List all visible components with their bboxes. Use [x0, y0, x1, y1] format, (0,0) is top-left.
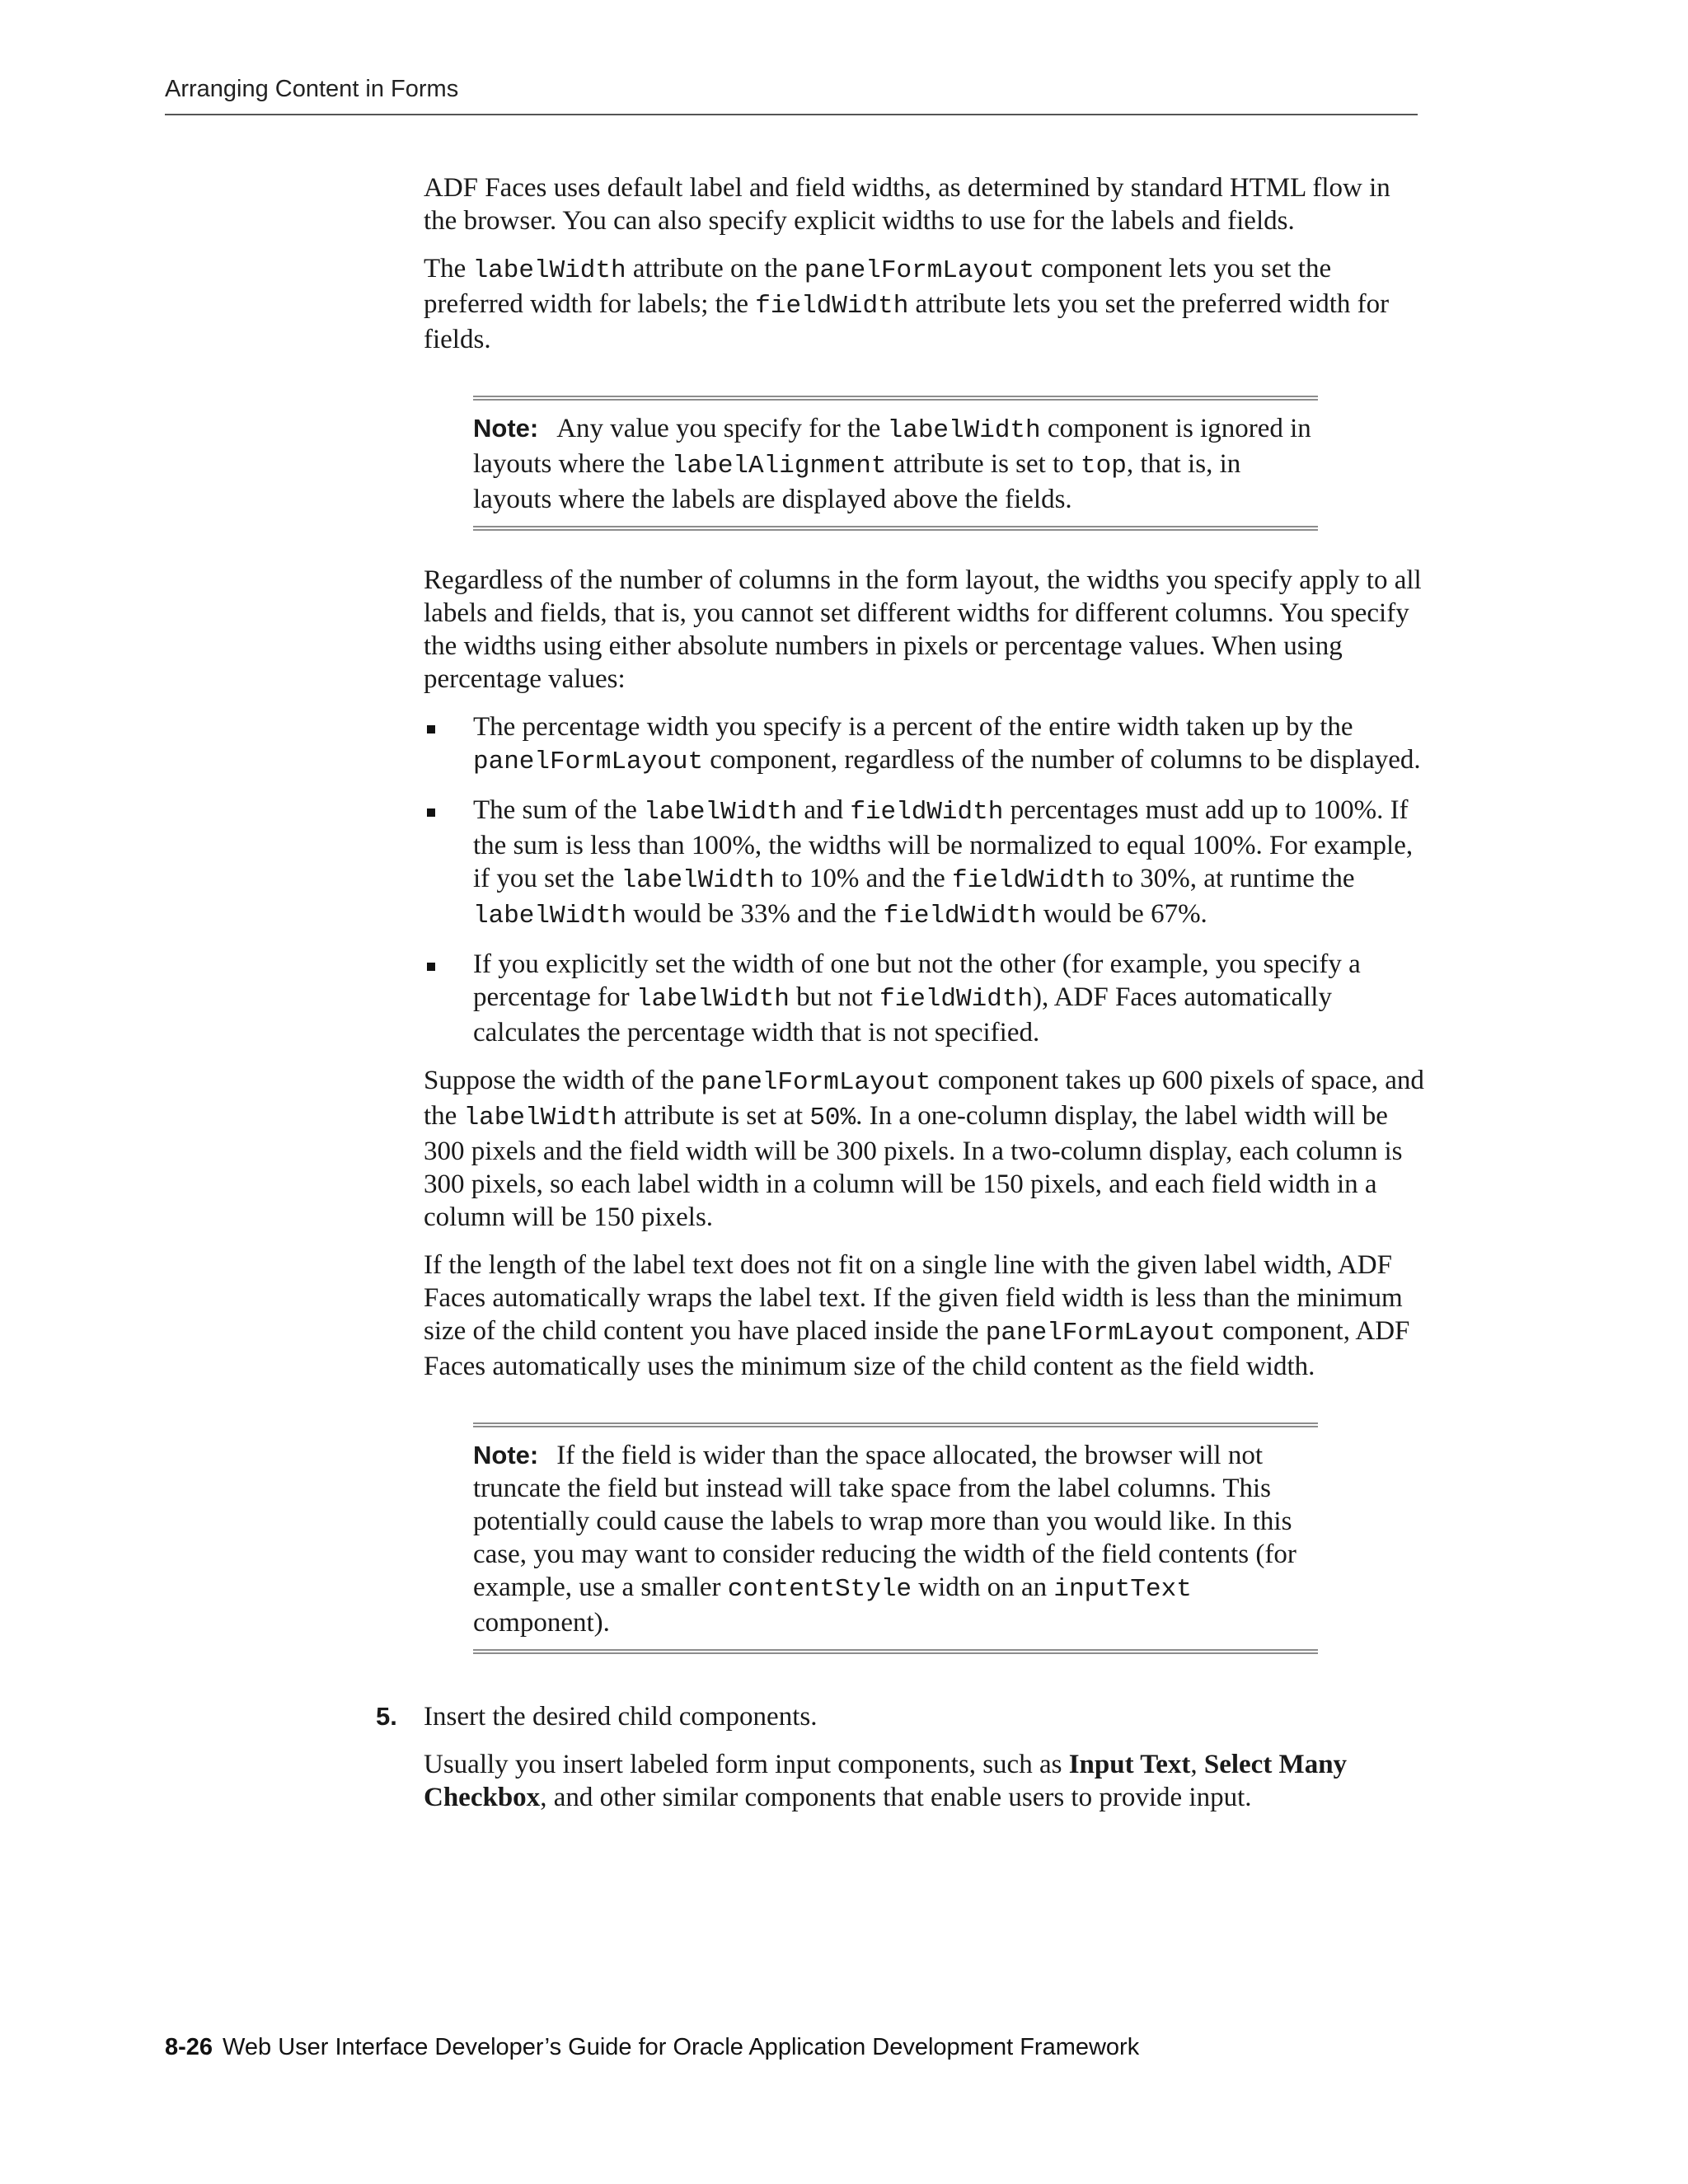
code-label-width: labelWidth	[621, 866, 775, 895]
ui-term-select-many-checkbox: Select Many Checkbox	[424, 1750, 1348, 1812]
code-content-style: contentStyle	[727, 1575, 912, 1604]
paragraph-label-wrapping	[424, 1249, 1429, 1383]
code-field-width: fieldWidth	[850, 798, 1004, 827]
text: would be 67%.	[1036, 899, 1207, 929]
step-text: Insert the desired child components.	[424, 1702, 818, 1732]
text: ,	[1190, 1750, 1204, 1779]
bullet-item-percent-of-width	[424, 710, 1429, 779]
step-5	[376, 1700, 1429, 1733]
text: Usually you insert labeled form input components, such as	[424, 1750, 1069, 1779]
text: If you explicitly set the width of one but not the other (for example, you specify a percentage for	[473, 949, 1361, 1012]
code-label-width: labelWidth	[472, 256, 626, 285]
main-content	[376, 171, 1429, 1829]
ui-term-input-text: Input Text	[1068, 1750, 1191, 1779]
paragraph-example-600-pixels	[424, 1064, 1429, 1234]
text: width on an	[912, 1572, 1054, 1602]
text: to 30%, at runtime the	[1105, 864, 1355, 893]
text: , and other similar components that enable users to provide input.	[540, 1783, 1252, 1812]
note-box-label-alignment	[473, 396, 1318, 531]
footer-title: Web User Interface Developer’s Guide for Oracle Application Development Framework	[223, 2034, 1140, 2060]
running-header: Arranging Content in Forms	[165, 76, 459, 102]
text: attribute is set to	[886, 449, 1081, 479]
bullet-item-one-width-set	[424, 948, 1429, 1049]
text: ), ADF Faces automatically calculates the percentage width that is not specified.	[473, 982, 1332, 1047]
text: attribute lets you set the preferred width for fields.	[424, 289, 1390, 354]
text: component is ignored in layouts where the	[473, 414, 1311, 479]
text: The	[424, 254, 473, 284]
code-label-width: labelWidth	[463, 1104, 617, 1132]
code-field-width: fieldWidth	[879, 985, 1034, 1014]
code-label-width: labelWidth	[473, 902, 627, 930]
note-label: Note:	[473, 1441, 539, 1469]
code-field-width: fieldWidth	[755, 292, 909, 321]
code-panel-form-layout: panelFormLayout	[985, 1319, 1216, 1347]
header-rule	[165, 114, 1418, 115]
text: would be 33% and the	[626, 899, 884, 929]
text: . In a one-column display, the label width will be 300 pixels and the field width will be 300 pixels. In a two-column display, each column is 300 pixels, so each label width in a column will be 150 pixels, and each field width in a column will be 150 pixels.	[424, 1101, 1403, 1232]
note-label: Note:	[473, 414, 539, 443]
code-label-width: labelWidth	[887, 416, 1041, 445]
text: and	[797, 795, 851, 825]
text: If the field is wider than the space allocated, the browser will not truncate the field but instead will take space from the label columns. This potentially could cause the labels to wrap more than you would like. In this case, you may want to consider reducing the width of the field contents (for example, use a smaller	[473, 1441, 1296, 1602]
bullet-item-sum-percentages	[424, 794, 1429, 933]
paragraph-default-widths: ADF Faces uses default label and field widths, as determined by standard HTML flow in the browser. You can also specify explicit widths to use for the labels and fields.	[424, 173, 1390, 236]
note-box-field-wider	[473, 1422, 1318, 1654]
code-top: top	[1081, 452, 1127, 480]
page-number: 8-26	[165, 2034, 213, 2060]
text: percentages must add up to 100%. If the sum is less than 100%, the widths will be normalized to equal 100%. For example, if you set the	[473, 795, 1414, 893]
text: but not	[789, 982, 879, 1012]
text: The sum of the	[473, 795, 645, 825]
code-panel-form-layout: panelFormLayout	[804, 256, 1034, 285]
text: component).	[473, 1608, 610, 1638]
page-footer	[165, 2034, 1139, 2061]
code-label-alignment: labelAlignment	[672, 452, 887, 480]
code-label-width: labelWidth	[644, 798, 798, 827]
text: attribute on the	[626, 254, 804, 284]
text: Suppose the width of the	[424, 1066, 701, 1095]
code-field-width: fieldWidth	[883, 902, 1037, 930]
paragraph-label-width-attribute	[424, 252, 1429, 356]
code-panel-form-layout: panelFormLayout	[473, 748, 704, 776]
text: component, regardless of the number of columns to be displayed.	[703, 745, 1421, 775]
code-field-width: fieldWidth	[952, 866, 1106, 895]
text: component, ADF Faces automatically uses the minimum size of the child content as the field width.	[424, 1316, 1410, 1381]
text: If the length of the label text does not fit on a single line with the given label width, ADF Faces automatically wraps the label text. If the given field width is less than the minimum size of the child content you have placed inside the	[424, 1250, 1403, 1346]
text: component takes up 600 pixels of space, and the	[424, 1066, 1424, 1131]
paragraph-column-widths: Regardless of the number of columns in the form layout, the widths you specify apply to all labels and fields, that is, you cannot set different widths for different columns. You specify the widths using either absolute numbers in pixels or percentage values. When using percentage values:	[424, 565, 1422, 694]
step-number: 5.	[376, 1702, 397, 1731]
percentage-bullet-list	[424, 710, 1429, 1049]
code-input-text: inputText	[1053, 1575, 1192, 1604]
text: , that is, in layouts where the labels are displayed above the fields.	[473, 449, 1241, 514]
text: component lets you set the preferred width for labels; the	[424, 254, 1332, 319]
text: attribute is set at	[617, 1101, 810, 1131]
text: Any value you specify for the	[556, 414, 888, 443]
text: The percentage width you specify is a percent of the entire width taken up by the	[473, 712, 1353, 742]
paragraph-child-components	[424, 1748, 1429, 1814]
text: to 10% and the	[774, 864, 953, 893]
code-fifty-percent: 50%	[809, 1104, 856, 1132]
code-panel-form-layout: panelFormLayout	[701, 1068, 931, 1097]
code-label-width: labelWidth	[635, 985, 790, 1014]
